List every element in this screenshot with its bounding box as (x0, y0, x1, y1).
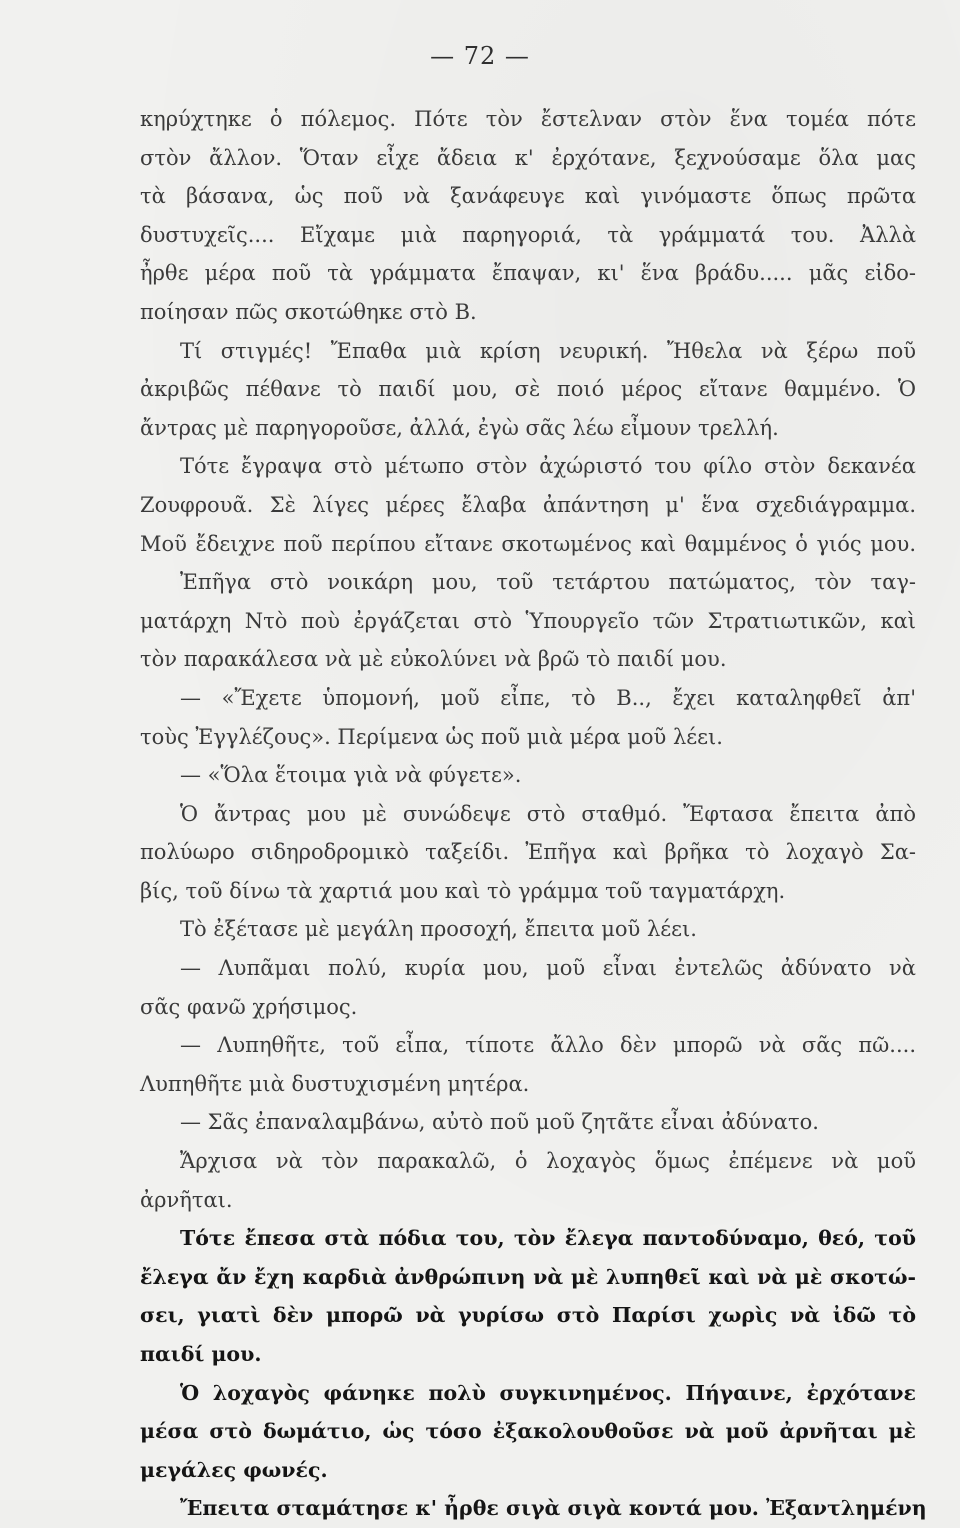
text-line: Ἔπειτα σταμάτησε κ' ἦρθε σιγὰ σιγὰ κοντά μου. Ἐξαντλημένη (180, 1496, 927, 1521)
body-text (140, 100, 927, 1528)
text-line: Ὁ ἄντρας μου μὲ συνώδεψε στὸ σταθμό. Ἔφτασα ἔπειτα ἀπὸ (180, 801, 916, 826)
text-line: τοὺς Ἐγγλέζους». Περίμενα ὡς ποῦ μιὰ μέρα μοῦ λέει. (140, 724, 723, 749)
text-line: Ζουφρουᾶ. Σὲ λίγες μέρες ἔλαβα ἀπάντηση μ' ἕνα σχεδιάγραμμα. (140, 492, 916, 517)
text-line: Τί στιγμές! Ἔπαθα μιὰ κρίση νευρική. Ἤθελα νὰ ξέρω ποῦ (180, 338, 916, 363)
text-line: μέσα στὸ δωμάτιο, ὡς τόσο ἐξακολουθοῦσε νὰ μοῦ ἀρνῆται μὲ (140, 1419, 916, 1444)
text-line: Τότε ἔπεσα στὰ πόδια του, τὸν ἔλεγα παντοδύναμο, θεό, τοῦ (180, 1226, 916, 1251)
text-line: δυστυχεῖς.... Εἴχαμε μιὰ παρηγοριά, τὰ γράμματά του. Ἀλλὰ (140, 222, 916, 247)
text-line: ματάρχη Ντὸ ποὺ ἐργάζεται στὸ Ὑπουργεῖο τῶν Στρατιωτικῶν, καὶ (140, 608, 916, 633)
text-line: ἦρθε μέρα ποῦ τὰ γράμματα ἔπαψαν, κι' ἕνα βράδυ..... μᾶς εἰδο- (140, 261, 916, 286)
text-line: μεγάλες φωνές. (140, 1457, 328, 1482)
text-line: πολύωρο σιδηροδρομικὸ ταξείδι. Ἐπῆγα καὶ βρῆκα τὸ λοχαγὸ Σα- (140, 840, 916, 865)
text-line: — Λυπᾶμαι πολύ, κυρία μου, μοῦ εἶναι ἐντελῶς ἀδύνατο νὰ (180, 956, 916, 981)
text-line: βίς, τοῦ δίνω τὰ χαρτιά μου καὶ τὸ γράμμα τοῦ ταγματάρχη. (140, 878, 786, 903)
text-line: παιδί μου. (140, 1342, 262, 1366)
text-line: ἔλεγα ἄν ἔχη καρδιὰ ἀνθρώπινη νὰ μὲ λυπηθεῖ καὶ νὰ μὲ σκοτώ- (140, 1264, 916, 1289)
text-line: στὸν ἄλλον. Ὅταν εἶχε ἄδεια κ' ἐρχότανε, ξεχνούσαμε ὅλα μας (140, 145, 916, 170)
text-line: κηρύχτηκε ὁ πόλεμος. Πότε τὸν ἔστελναν στὸν ἕνα τομέα πότε (140, 107, 916, 131)
text-line: Ὁ λοχαγὸς φάνηκε πολὺ συγκινημένος. Πήγαινε, ἐρχότανε (180, 1380, 916, 1405)
text-line: τὸν παρακάλεσα νὰ μὲ εὐκολύνει νὰ βρῶ τὸ παιδί μου. (140, 647, 727, 672)
text-line: σει, γιατὶ δὲν μπορῶ νὰ γυρίσω στὸ Παρίσι χωρὶς νὰ ἰδῶ τὸ (140, 1303, 916, 1328)
text-line: ἀκριβῶς πέθανε τὸ παιδί μου, σὲ ποιό μέρος εἴτανε θαμμένο. Ὁ (140, 377, 916, 402)
text-line: Λυπηθῆτε μιὰ δυστυχισμένη μητέρα. (140, 1071, 530, 1096)
text-line: Τότε ἔγραψα στὸ μέτωπο στὸν ἀχώριστό του φίλο στὸν δεκανέα (180, 454, 916, 479)
text-line: — Λυπηθῆτε, τοῦ εἶπα, τίποτε ἄλλο δὲν μπορῶ νὰ σᾶς πῶ.... (180, 1033, 916, 1058)
text-line: τὰ βάσανα, ὡς ποῦ νὰ ξανάφευγε καὶ γινόμαστε ὅπως πρῶτα (140, 184, 916, 209)
text-line: Τὸ ἐξέτασε μὲ μεγάλη προσοχή, ἔπειτα μοῦ λέει. (180, 917, 697, 942)
text-line: Ἐπῆγα στὸ νοικάρη μου, τοῦ τετάρτου πατώματος, τὸν ταγ- (180, 570, 916, 595)
text-line: — Σᾶς ἐπαναλαμβάνω, αὐτὸ ποῦ μοῦ ζητᾶτε εἶναι ἀδύνατο. (180, 1110, 819, 1135)
text-line: — «Ὅλα ἕτοιμα γιὰ νὰ φύγετε». (180, 763, 522, 788)
page-number: — 72 — (430, 42, 530, 70)
text-line: ποίησαν πῶς σκοτώθηκε στὸ Β. (140, 299, 477, 324)
text-line: — «Ἔχετε ὑπομονή, μοῦ εἶπε, τὸ Β.., ἔχει καταληφθεῖ ἀπ' (180, 685, 916, 710)
text-line: ἀρνῆται. (140, 1187, 233, 1212)
text-line: σᾶς φανῶ χρήσιμος. (140, 994, 358, 1019)
text-line: Μοῦ ἔδειχνε ποῦ περίπου εἴτανε σκοτωμένος καὶ θαμμένος ὁ γιός μου. (140, 531, 916, 556)
text-line: ἄντρας μὲ παρηγοροῦσε, ἀλλά, ἐγὼ σᾶς λέω εἶμουν τρελλή. (140, 415, 779, 440)
text-line: Ἄρχισα νὰ τὸν παρακαλῶ, ὁ λοχαγὸς ὅμως ἐπέμενε νὰ μοῦ (180, 1149, 916, 1174)
